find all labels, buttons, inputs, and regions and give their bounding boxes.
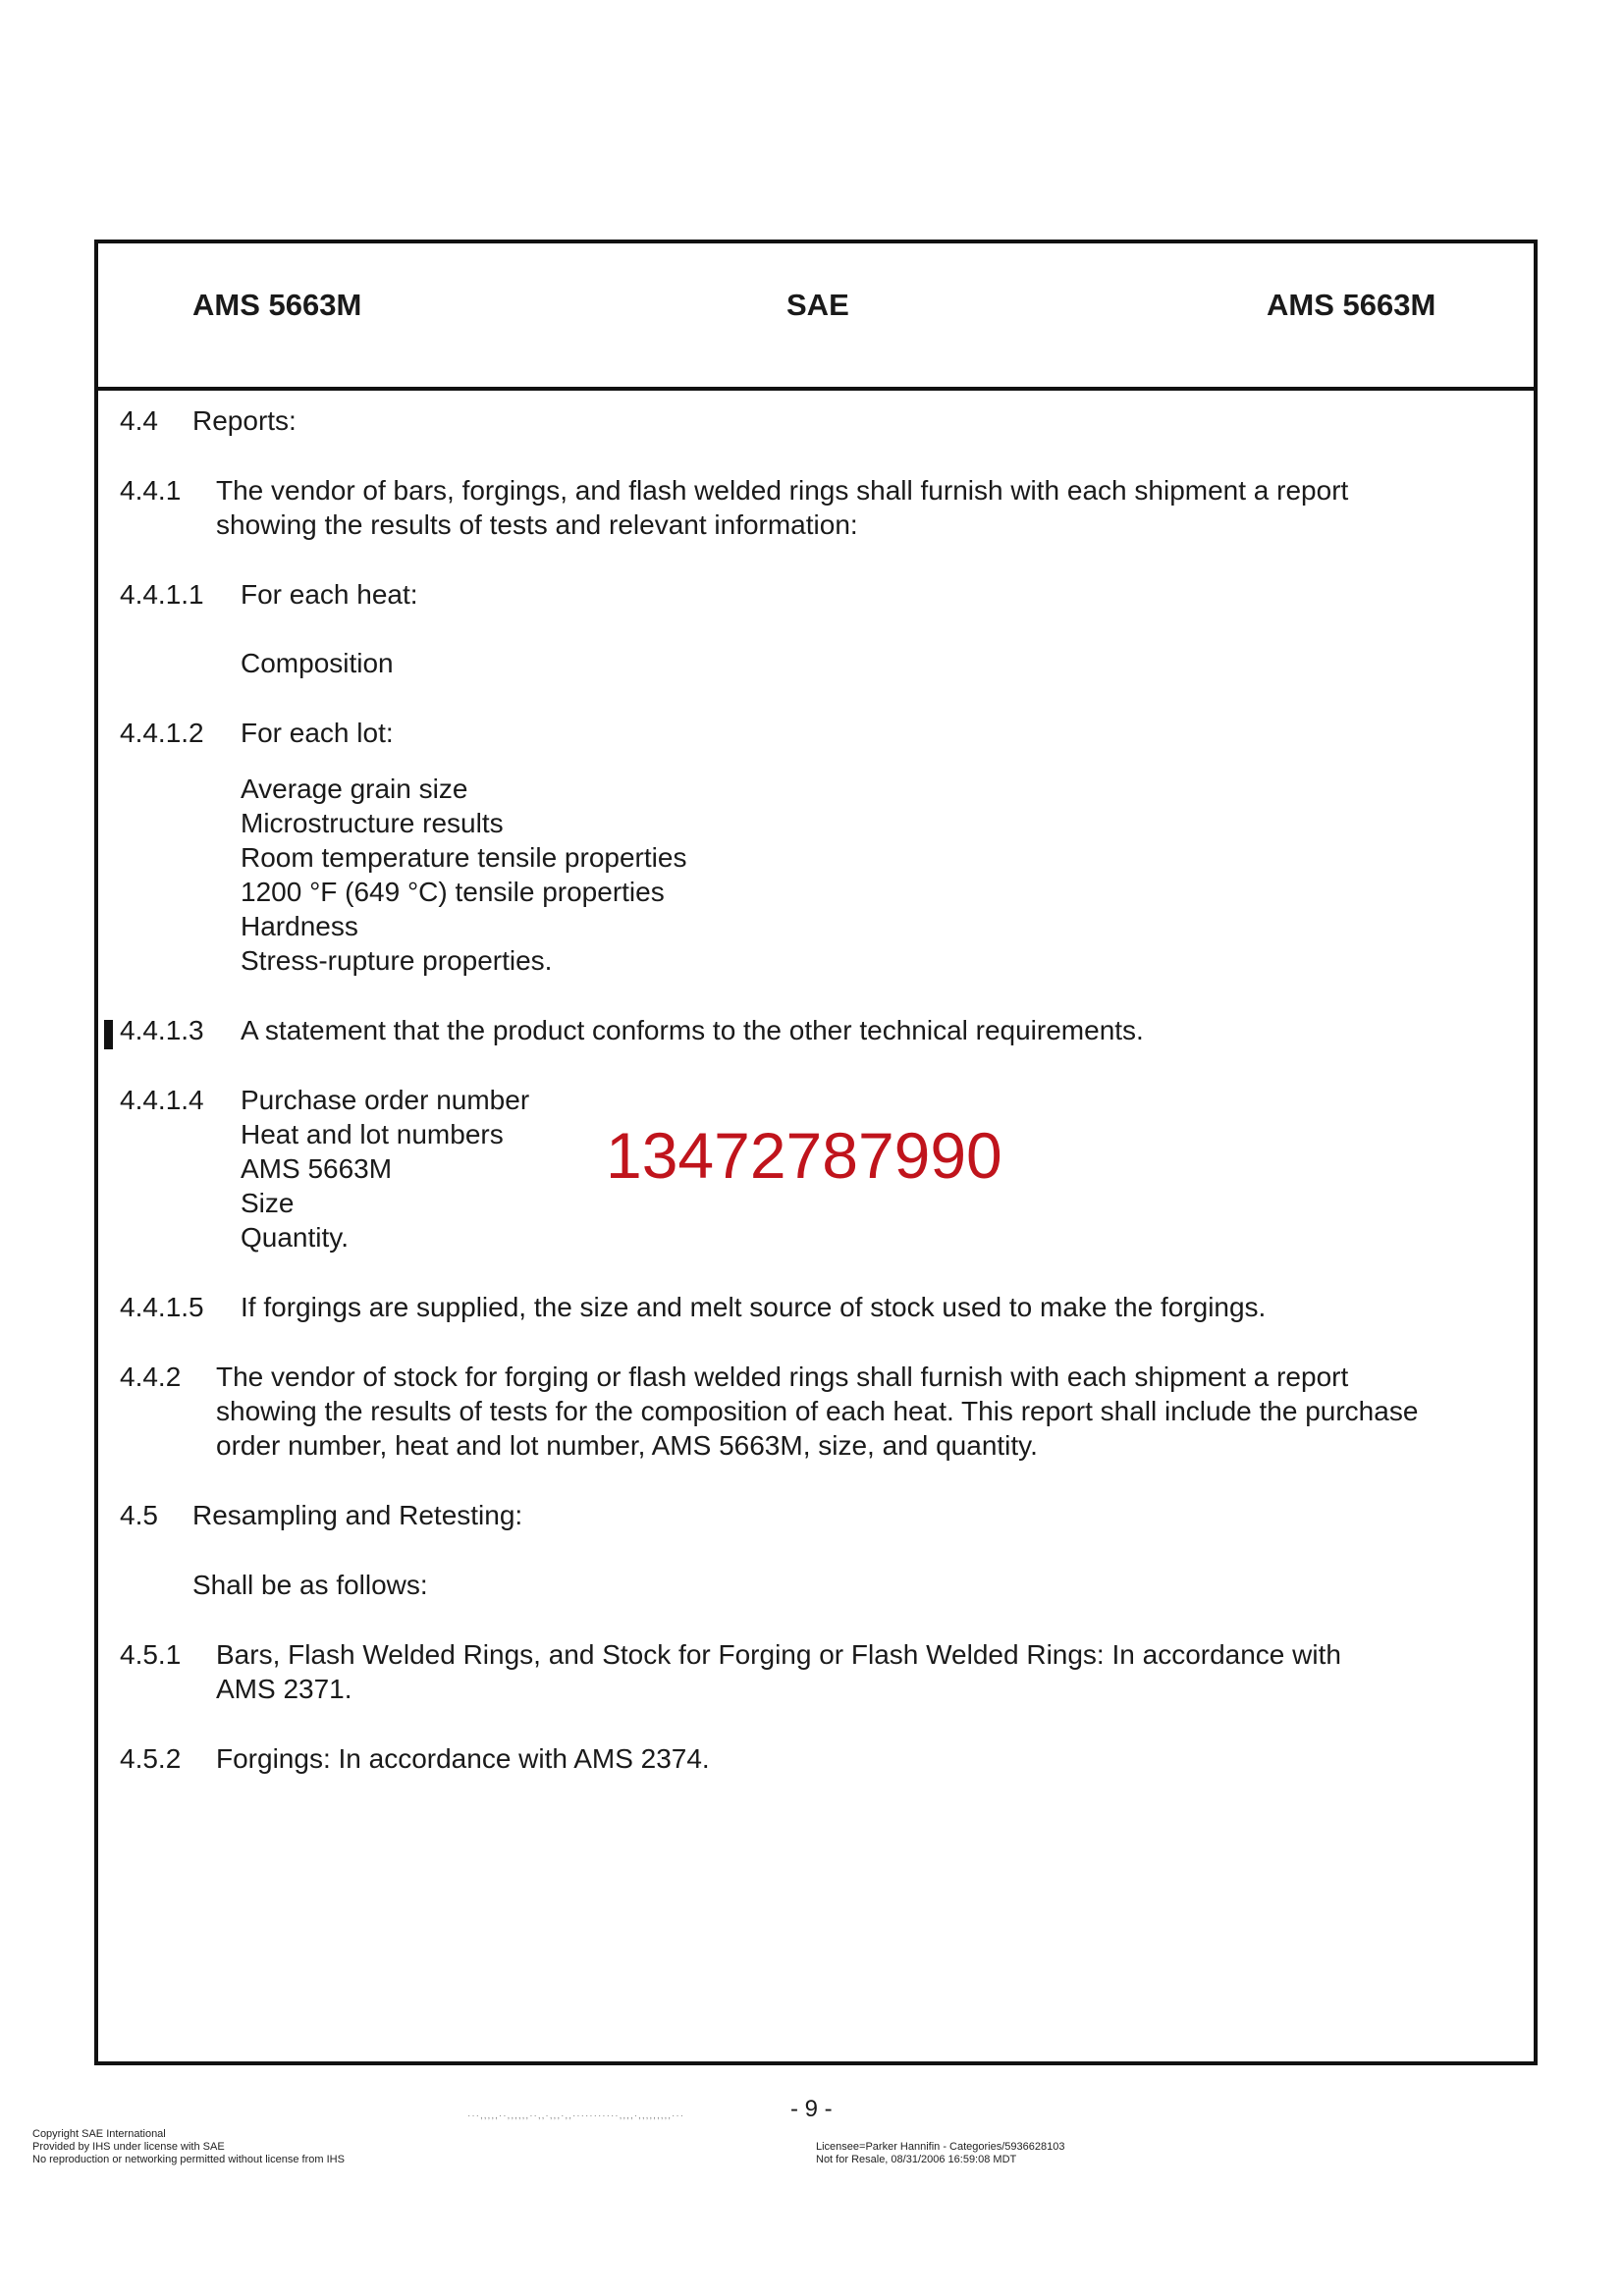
footer-line: Licensee=Parker Hannifin - Categories/5936628103 xyxy=(816,2141,1065,2153)
paragraph-line: The vendor of stock for forging or flash welded rings shall furnish with each shipment a report xyxy=(216,1362,1349,1392)
list-item: Average grain size xyxy=(241,774,468,804)
footer-copyright xyxy=(32,2128,345,2166)
paragraph-line: AMS 2371. xyxy=(216,1674,352,1704)
section-number: 4.4.1.3 xyxy=(120,1015,204,1045)
section-number: 4.5.1 xyxy=(120,1639,182,1670)
list-item: Microstructure results xyxy=(241,808,504,838)
section-number: 4.4.1.2 xyxy=(120,718,204,748)
paragraph-line: showing the results of tests and relevant information: xyxy=(216,509,858,540)
section-number: 4.4.1 xyxy=(120,475,182,506)
section-number: 4.5 xyxy=(120,1500,158,1530)
paragraph-line: Bars, Flash Welded Rings, and Stock for Forging or Flash Welded Rings: In accordance with xyxy=(216,1639,1341,1670)
list-item: Room temperature tensile properties xyxy=(241,842,687,873)
scan-artifact: ···,,,,,··,,,,,,··,,·,,,·,,···········,,,,·,,,,,,,,,··· xyxy=(467,2110,685,2121)
footer-line: No reproduction or networking permitted without license from IHS xyxy=(32,2154,345,2165)
list-item: Purchase order number xyxy=(241,1085,530,1115)
paragraph-line: showing the results of tests for the composition of each heat. This report shall include the purchase xyxy=(216,1396,1419,1426)
page-number: - 9 - xyxy=(790,2096,833,2122)
list-item: Stress-rupture properties. xyxy=(241,945,553,976)
paragraph-line: Forgings: In accordance with AMS 2374. xyxy=(216,1743,710,1774)
paragraph-line: A statement that the product conforms to the other technical requirements. xyxy=(241,1015,1144,1045)
change-bar xyxy=(104,1020,113,1049)
footer-line: Not for Resale, 08/31/2006 16:59:08 MDT xyxy=(816,2154,1017,2165)
section-number: 4.4 xyxy=(120,405,158,436)
section-number: 4.5.2 xyxy=(120,1743,182,1774)
footer-line: Provided by IHS under license with SAE xyxy=(32,2141,225,2153)
watermark-phone-number: 13472787990 xyxy=(606,1119,1002,1192)
header-sae: SAE xyxy=(786,288,849,322)
header-doc-number-right: AMS 5663M xyxy=(1267,288,1436,322)
list-item: 1200 °F (649 °C) tensile properties xyxy=(241,877,665,907)
list-item: Hardness xyxy=(241,911,358,941)
paragraph-line: For each lot: xyxy=(241,718,394,748)
section-title: Resampling and Retesting: xyxy=(192,1500,523,1530)
footer-line: Copyright SAE International xyxy=(32,2128,166,2140)
list-item: Quantity. xyxy=(241,1222,349,1253)
paragraph-line: If forgings are supplied, the size and melt source of stock used to make the forgings. xyxy=(241,1292,1267,1322)
list-item: AMS 5663M xyxy=(241,1153,393,1184)
paragraph-line: For each heat: xyxy=(241,579,418,610)
list-item: Composition xyxy=(241,648,394,678)
paragraph-line: Shall be as follows: xyxy=(192,1570,428,1600)
section-number: 4.4.1.1 xyxy=(120,579,204,610)
paragraph-line: order number, heat and lot number, AMS 5663M, size, and quantity. xyxy=(216,1430,1038,1461)
section-number: 4.4.1.4 xyxy=(120,1085,204,1115)
paragraph-line: The vendor of bars, forgings, and flash welded rings shall furnish with each shipment a report xyxy=(216,475,1349,506)
list-item: Size xyxy=(241,1188,295,1218)
section-number: 4.4.1.5 xyxy=(120,1292,204,1322)
section-title: Reports: xyxy=(192,405,297,436)
header-doc-number-left: AMS 5663M xyxy=(192,288,362,322)
header-divider xyxy=(98,387,1534,391)
list-item: Heat and lot numbers xyxy=(241,1119,504,1149)
section-number: 4.4.2 xyxy=(120,1362,182,1392)
footer-license xyxy=(816,2141,1064,2166)
